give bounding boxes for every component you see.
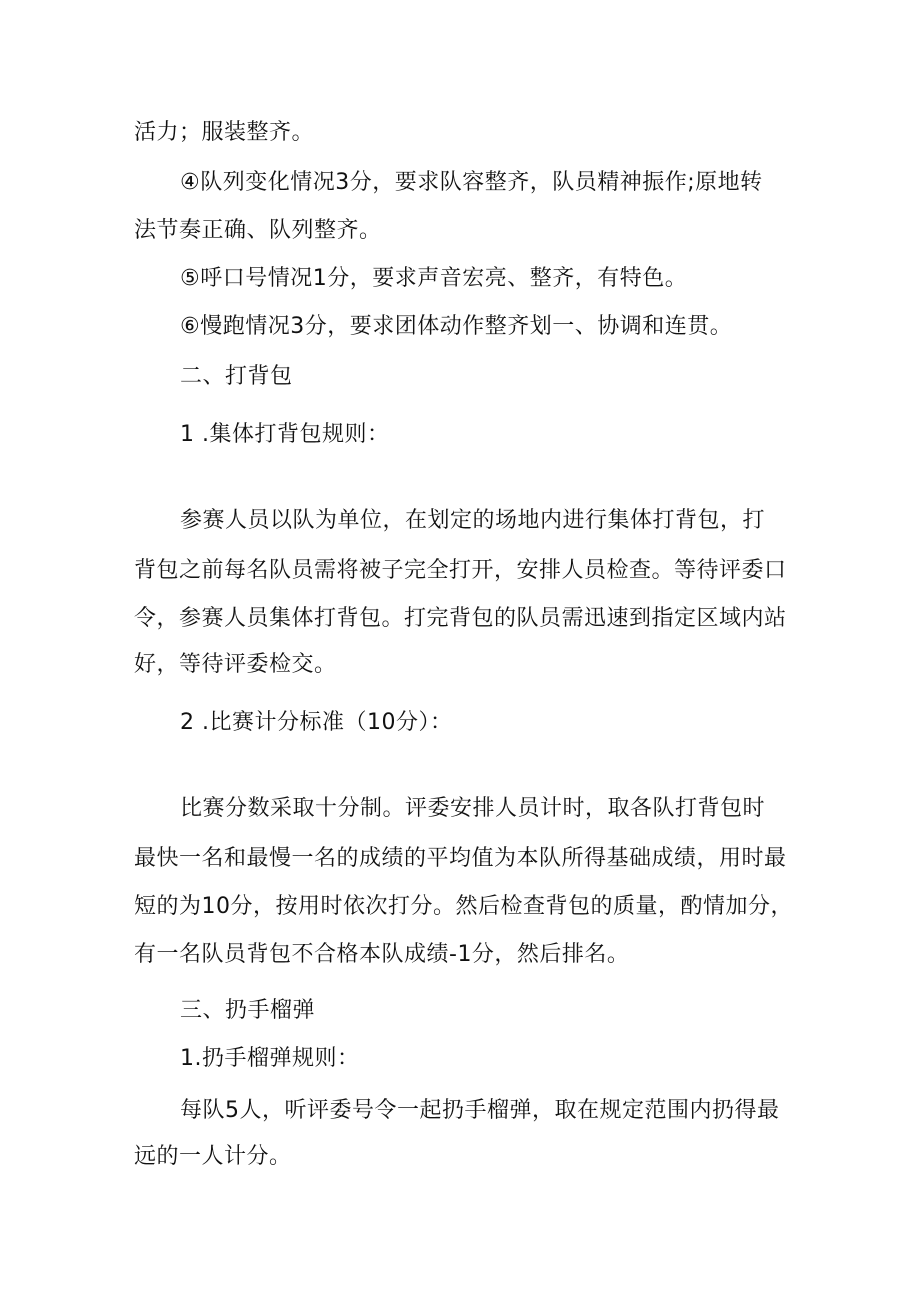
paragraph-line: 好，等待评委检交。 bbox=[134, 652, 337, 677]
paragraph-line: 活力；服装整齐。 bbox=[134, 120, 315, 145]
paragraph-line: ⑤呼口号情况1分，要求声音宏亮、整齐，有特色。 bbox=[180, 266, 688, 291]
paragraph-line: 法节奏正确、队列整齐。 bbox=[134, 218, 382, 243]
paragraph-line: 参赛人员以队为单位，在划定的场地内进行集体打背包，打 bbox=[180, 508, 766, 533]
paragraph-line: 最快一名和最慢一名的成绩的平均值为本队所得基础成绩，用时最 bbox=[134, 846, 787, 871]
subsection-heading: 1.扔手榴弹规则： bbox=[180, 1046, 360, 1071]
paragraph-line: 远的一人计分。 bbox=[134, 1144, 292, 1169]
paragraph-line: 每队5人，听评委号令一起扔手榴弹，取在规定范围内扔得最 bbox=[180, 1098, 780, 1123]
paragraph-line: 短的为10分，按用时依次打分。然后检查背包的质量，酌情加分， bbox=[134, 894, 793, 919]
subsection-heading: 2 .比赛计分标准（10分）： bbox=[180, 710, 453, 735]
subsection-heading: 1 .集体打背包规则： bbox=[180, 422, 390, 447]
section-heading: 二、打背包 bbox=[180, 364, 293, 389]
paragraph-line: 背包之前每名队员需将被子完全打开，安排人员检查。等待评委口 bbox=[134, 558, 787, 583]
paragraph-line: 令，参赛人员集体打背包。打完背包的队员需迅速到指定区域内站 bbox=[134, 606, 787, 631]
paragraph-line: ④队列变化情况3分，要求队容整齐，队员精神振作;原地转 bbox=[180, 170, 763, 195]
paragraph-line: 比赛分数采取十分制。评委安排人员计时，取各队打背包时 bbox=[180, 796, 766, 821]
paragraph-line: 有一名队员背包不合格本队成绩-1分，然后排名。 bbox=[134, 942, 630, 967]
paragraph-line: ⑥慢跑情况3分，要求团体动作整齐划一、协调和连贯。 bbox=[180, 314, 733, 339]
section-heading: 三、扔手榴弹 bbox=[180, 998, 316, 1023]
